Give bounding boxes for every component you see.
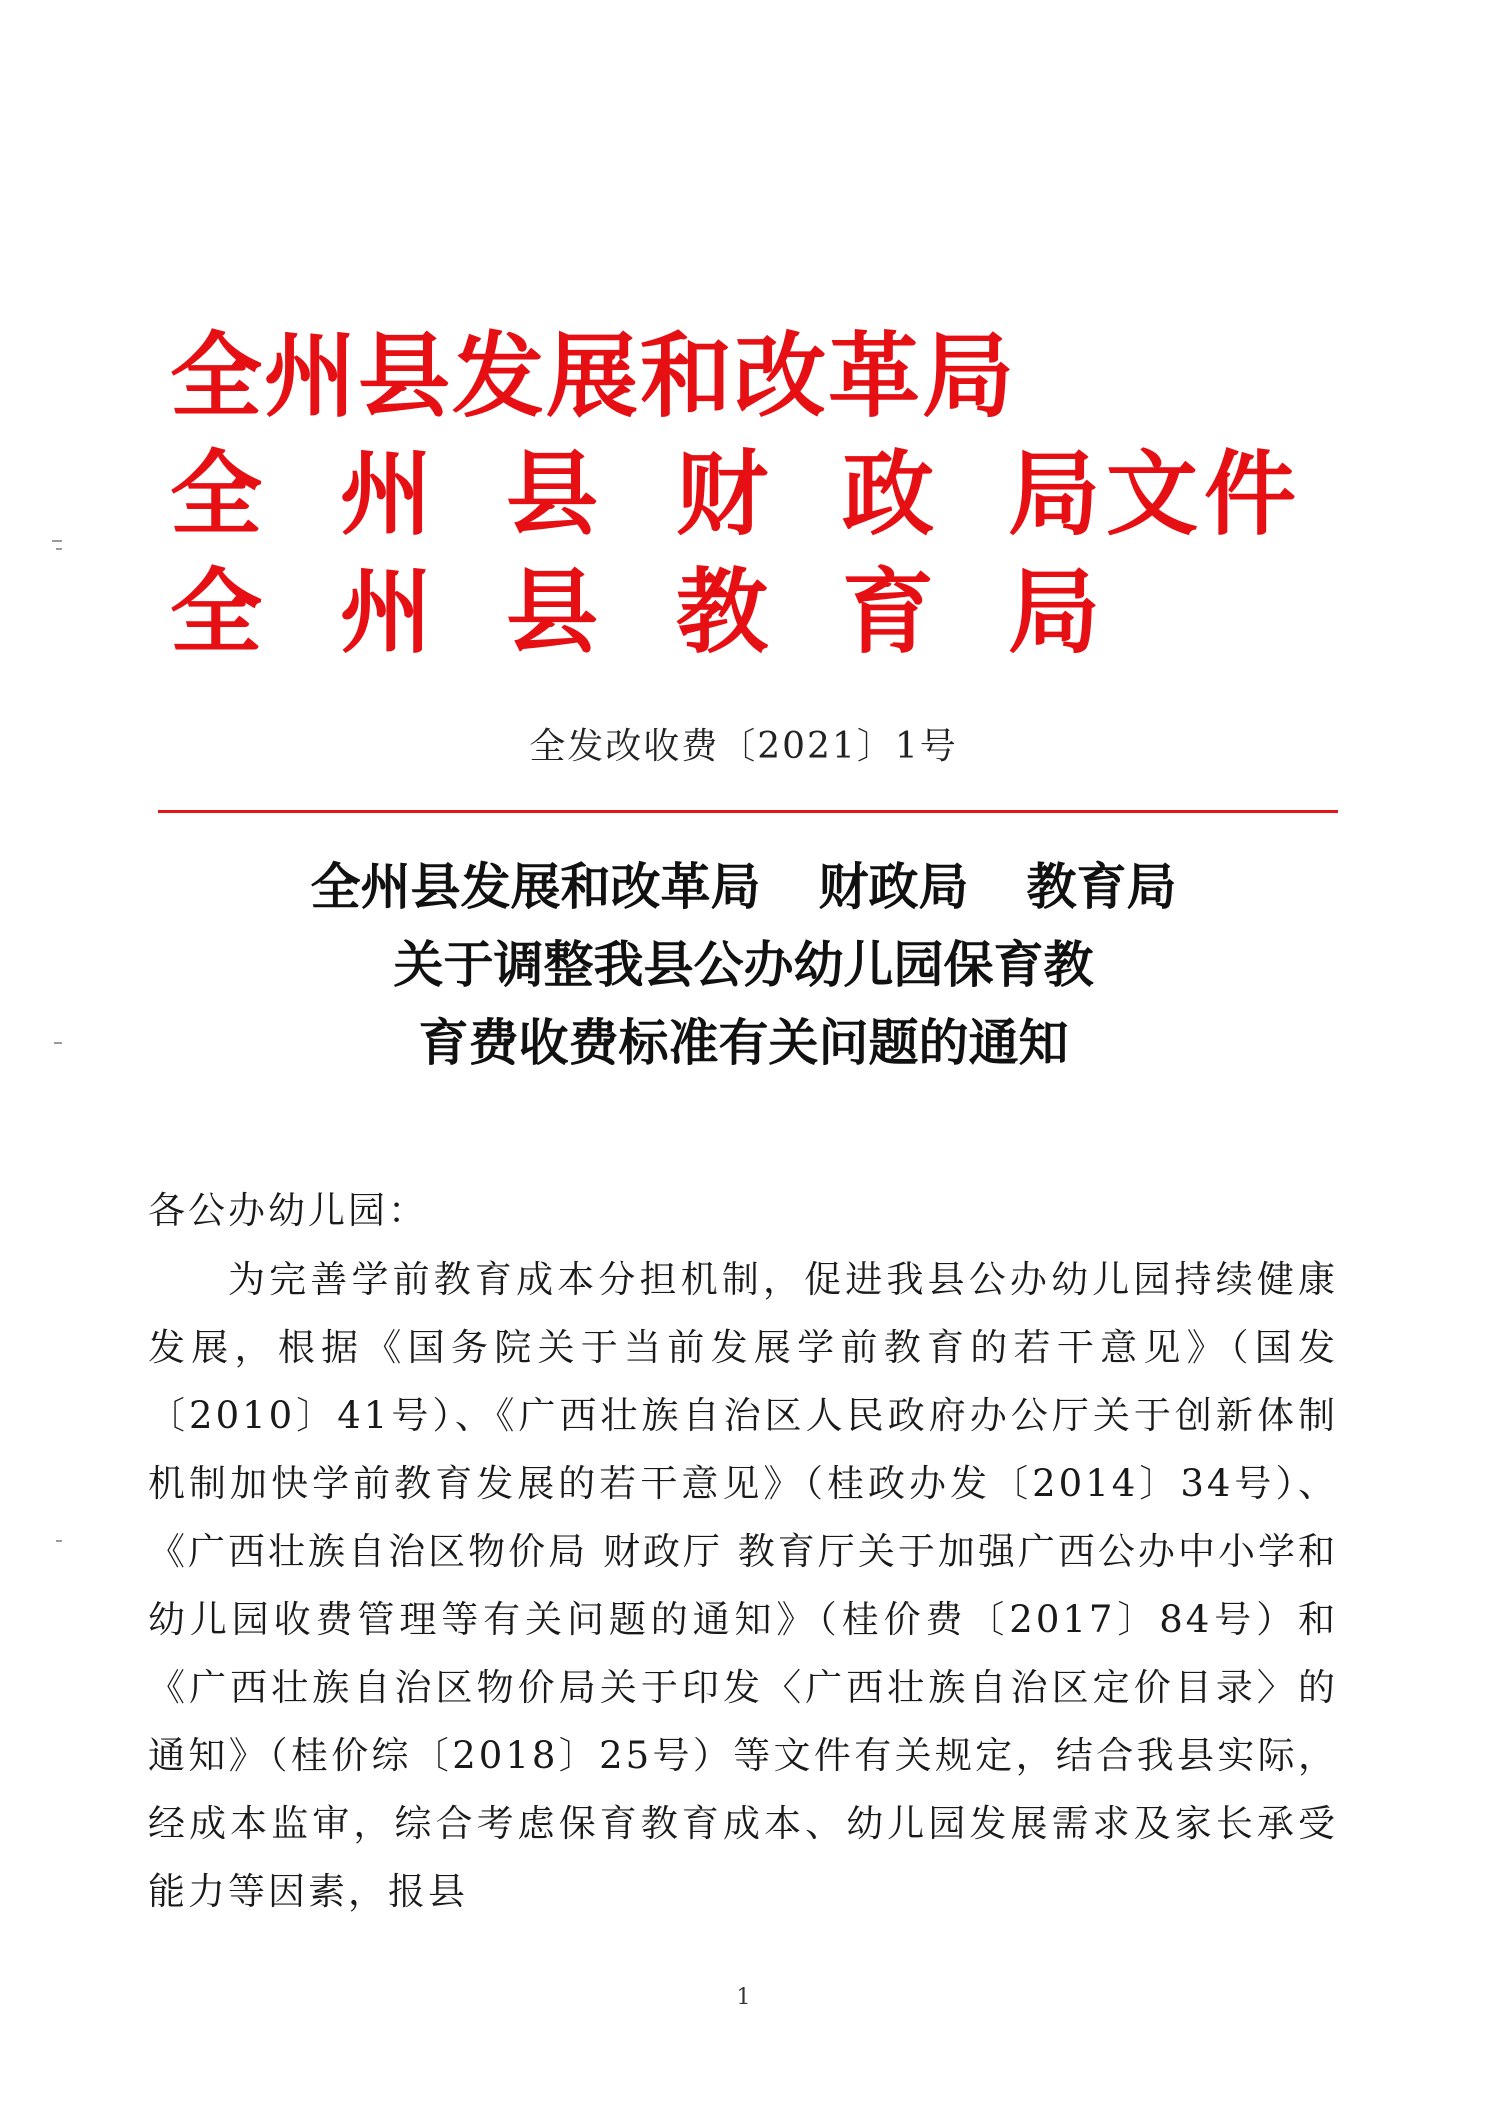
masthead-line-2: [170, 436, 1330, 554]
masthead-char: 全: [170, 559, 263, 666]
masthead-char: 县: [506, 441, 599, 548]
title-line-3: 育费收费标准有关问题的通知: [418, 1013, 1069, 1072]
scan-artifact: [54, 1042, 62, 1044]
masthead-char: 教: [676, 559, 769, 666]
masthead-char: 育: [842, 559, 935, 666]
masthead-char: 全: [170, 441, 263, 548]
masthead-char: 州: [340, 441, 433, 548]
masthead-wenjian: 局文件: [1008, 441, 1303, 548]
scan-artifact: [56, 548, 62, 550]
red-divider-rule: [158, 810, 1338, 813]
masthead-line-1: [170, 318, 1330, 436]
body-text: [148, 1175, 1338, 1926]
addressee: 各公办幼儿园：: [148, 1189, 428, 1232]
masthead-char: 州: [340, 559, 433, 666]
masthead-char: 县: [506, 559, 599, 666]
masthead: [170, 318, 1330, 672]
masthead-char: 财: [676, 441, 769, 548]
scan-artifact: [52, 540, 62, 542]
title-issuer-3: 教育局: [1026, 857, 1177, 916]
title-line-2: 关于调整我县公办幼儿园保育教: [393, 935, 1094, 994]
scan-artifact: [56, 1540, 62, 1542]
document-title: [0, 848, 1487, 1082]
document-number: 全发改收费〔2021〕1号: [529, 726, 958, 767]
masthead-issuer-1: 全州县发展和改革局: [170, 323, 1017, 430]
masthead-char: 局: [1008, 559, 1101, 666]
title-line-1: [0, 848, 1487, 926]
title-issuer-2: 财政局: [818, 857, 969, 916]
masthead-char: 政: [842, 441, 935, 548]
page-number: 1: [736, 1985, 751, 2010]
title-issuer-1: 全州县发展和改革局: [310, 857, 761, 916]
body-paragraph: 为完善学前教育成本分担机制，促进我县公办幼儿园持续健康发展，根据《国务院关于当前发展学前教育的若干意见》（国发〔2010〕41号）、《广西壮族自治区人民政府办公厅关于创新体制机制加快学前教育发展的若干意见》（桂政办发〔2014〕34号）、《广西壮族自治区物价局 财政厅 教育厅关于加强广西公办中小学和幼儿园收费管理等有关问题的通知》（桂价费〔2017〕84号）和《广西壮族自治区物价局关于印发〈广西壮族自治区定价目录〉的通知》（桂价综〔2018〕25号）等文件有关规定，结合我县实际，经成本监审，综合考虑保育教育成本、幼儿园发展需求及家长承受能力等因素，报县: [148, 1258, 1338, 1913]
masthead-line-3: [170, 554, 1330, 672]
